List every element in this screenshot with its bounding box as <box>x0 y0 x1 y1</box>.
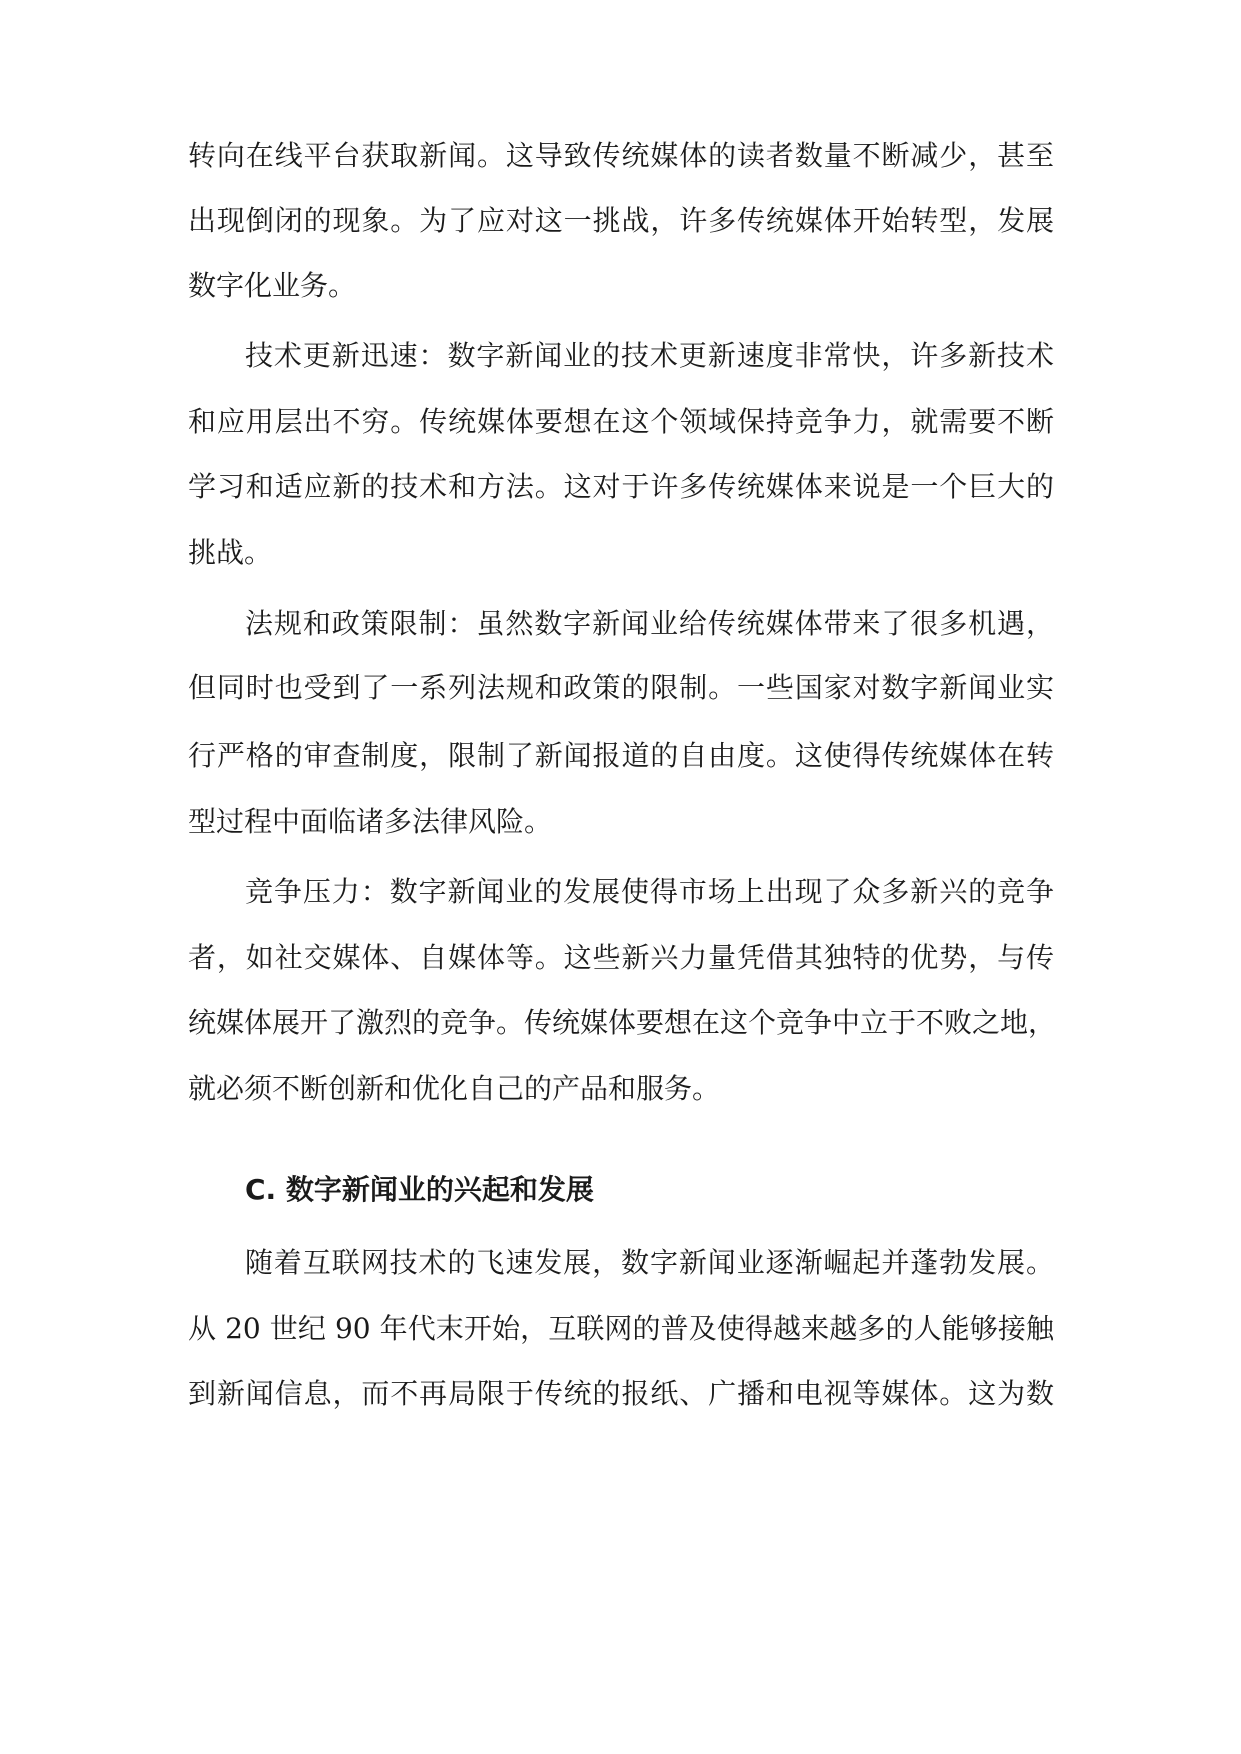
section-heading: C. 数字新闻业的兴起和发展 <box>245 1173 594 1206</box>
text-line: 就必须不断创新和优化自己的产品和服务。 <box>188 1072 721 1105</box>
text-line: 挑战。 <box>188 536 273 569</box>
text-line: 竞争压力：数字新闻业的发展使得市场上出现了众多新兴的竞争 <box>245 875 1054 908</box>
text-line: 数字化业务。 <box>188 269 357 302</box>
text-line: 行严格的审查制度，限制了新闻报道的自由度。这使得传统媒体在转 <box>188 739 1054 772</box>
text-line: 出现倒闭的现象。为了应对这一挑战，许多传统媒体开始转型，发展 <box>188 204 1054 237</box>
text-line: 者，如社交媒体、自媒体等。这些新兴力量凭借其独特的优势，与传 <box>188 941 1054 974</box>
text-line: 到新闻信息，而不再局限于传统的报纸、广播和电视等媒体。这为数 <box>188 1377 1054 1410</box>
text-line: 转向在线平台获取新闻。这导致传统媒体的读者数量不断减少，甚至 <box>188 139 1054 172</box>
text-line: 型过程中面临诸多法律风险。 <box>188 805 553 838</box>
text-line: 统媒体展开了激烈的竞争。传统媒体要想在这个竞争中立于不败之地， <box>188 1006 1057 1039</box>
text-line: 学习和适应新的技术和方法。这对于许多传统媒体来说是一个巨大的 <box>188 470 1054 503</box>
text-line: 法规和政策限制：虽然数字新闻业给传统媒体带来了很多机遇， <box>245 607 1054 640</box>
text-line: 和应用层出不穷。传统媒体要想在这个领域保持竞争力，就需要不断 <box>188 405 1054 438</box>
text-line: 随着互联网技术的飞速发展，数字新闻业逐渐崛起并蓬勃发展。 <box>245 1246 1054 1279</box>
text-line: 但同时也受到了一系列法规和政策的限制。一些国家对数字新闻业实 <box>188 671 1054 704</box>
text-line: 技术更新迅速：数字新闻业的技术更新速度非常快，许多新技术 <box>245 339 1054 372</box>
text-line: 从 20 世纪 90 年代末开始，互联网的普及使得越来越多的人能够接触 <box>188 1312 1054 1345</box>
